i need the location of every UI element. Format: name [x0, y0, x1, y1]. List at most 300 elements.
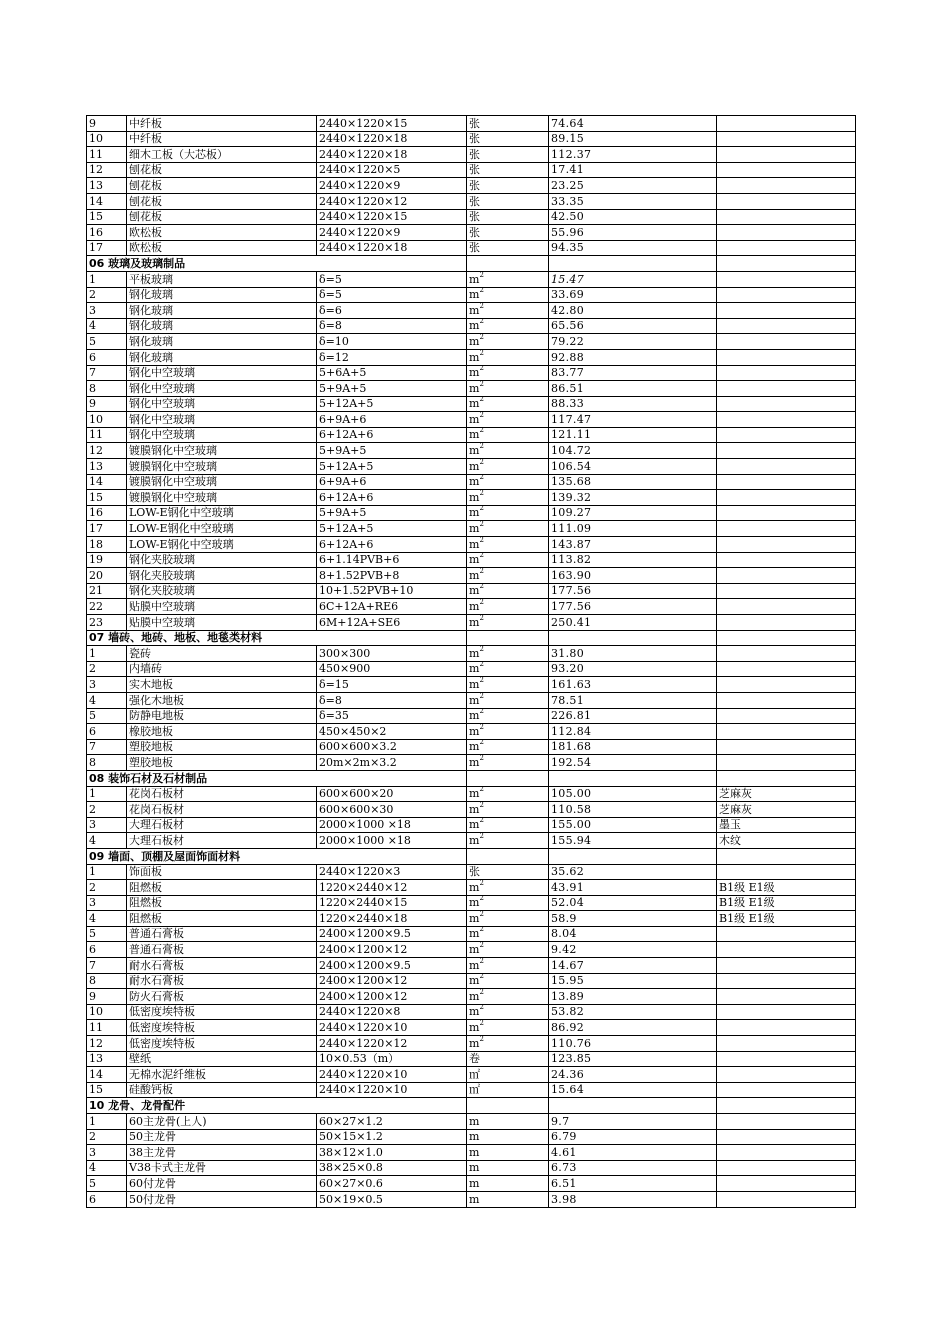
- material-name-cell: 镀膜钢化中空玻璃: [127, 490, 317, 506]
- material-name-cell: 瓷砖: [127, 646, 317, 662]
- price-cell: 88.33: [549, 396, 717, 412]
- spec-cell: 6C+12A+RE6: [317, 599, 467, 615]
- material-name-cell: 刨花板: [127, 178, 317, 194]
- table-row: [87, 318, 856, 334]
- spec-cell: 5+9A+5: [317, 443, 467, 459]
- table-row: [87, 381, 856, 397]
- table-row: [87, 583, 856, 599]
- unit-cell: m: [467, 1114, 549, 1130]
- table-row: [87, 1129, 856, 1145]
- price-cell: 250.41: [549, 615, 717, 631]
- unit-cell: $m^2$: [467, 942, 549, 958]
- item-number-cell: 14: [87, 193, 127, 209]
- spec-cell: 8+1.52PVB+8: [317, 568, 467, 584]
- note-cell: [717, 443, 856, 459]
- material-name-cell: 60主龙骨(上人): [127, 1114, 317, 1130]
- section-title: 10 龙骨、龙骨配件: [87, 1098, 467, 1114]
- table-row: [87, 708, 856, 724]
- spec-cell: δ=8: [317, 318, 467, 334]
- spec-cell: 2440×1220×10: [317, 1020, 467, 1036]
- price-cell: 111.09: [549, 521, 717, 537]
- price-cell: 78.51: [549, 692, 717, 708]
- note-cell: [717, 1145, 856, 1161]
- item-number-cell: 23: [87, 615, 127, 631]
- material-name-cell: 塑胶地板: [127, 739, 317, 755]
- item-number-cell: 6: [87, 942, 127, 958]
- note-cell: [717, 1020, 856, 1036]
- table-row: [87, 225, 856, 241]
- unit-cell: 张: [467, 131, 549, 147]
- empty-cell: [717, 256, 856, 272]
- material-name-cell: 钢化夹胶玻璃: [127, 583, 317, 599]
- material-name-cell: 钢化玻璃: [127, 287, 317, 303]
- material-name-cell: 无棉水泥纤维板: [127, 1067, 317, 1083]
- note-cell: [717, 1160, 856, 1176]
- price-cell: 6.79: [549, 1129, 717, 1145]
- unit-cell: $m^2$: [467, 661, 549, 677]
- table-row: [87, 1176, 856, 1192]
- spec-cell: 6+9A+6: [317, 412, 467, 428]
- table-row: [87, 1004, 856, 1020]
- price-cell: 135.68: [549, 474, 717, 490]
- note-cell: [717, 755, 856, 771]
- note-cell: [717, 864, 856, 880]
- material-name-cell: 内墙砖: [127, 661, 317, 677]
- empty-cell: [467, 848, 549, 864]
- item-number-cell: 14: [87, 1067, 127, 1083]
- unit-cell: $m^2$: [467, 911, 549, 927]
- price-cell: 6.51: [549, 1176, 717, 1192]
- price-cell: 17.41: [549, 162, 717, 178]
- price-cell: 112.37: [549, 147, 717, 163]
- table-row: [87, 661, 856, 677]
- table-row: [87, 193, 856, 209]
- spec-cell: 6+12A+6: [317, 537, 467, 553]
- item-number-cell: 5: [87, 708, 127, 724]
- note-cell: 芝麻灰: [717, 786, 856, 802]
- table-row: [87, 692, 856, 708]
- empty-cell: [467, 1098, 549, 1114]
- price-cell: 9.7: [549, 1114, 717, 1130]
- material-name-cell: LOW-E钢化中空玻璃: [127, 505, 317, 521]
- note-cell: [717, 973, 856, 989]
- note-cell: [717, 1176, 856, 1192]
- section-title: 07 墙砖、地砖、地板、地毯类材料: [87, 630, 467, 646]
- item-number-cell: 5: [87, 926, 127, 942]
- material-name-cell: 耐水石膏板: [127, 958, 317, 974]
- spec-cell: 5+6A+5: [317, 365, 467, 381]
- item-number-cell: 6: [87, 724, 127, 740]
- note-cell: [717, 318, 856, 334]
- price-cell: 110.76: [549, 1036, 717, 1052]
- material-name-cell: 强化木地板: [127, 692, 317, 708]
- price-cell: 155.94: [549, 833, 717, 849]
- item-number-cell: 20: [87, 568, 127, 584]
- material-name-cell: 阻燃板: [127, 895, 317, 911]
- unit-cell: $m^2$: [467, 1004, 549, 1020]
- price-cell: 35.62: [549, 864, 717, 880]
- price-cell: 43.91: [549, 880, 717, 896]
- item-number-cell: 12: [87, 162, 127, 178]
- material-name-cell: 钢化玻璃: [127, 303, 317, 319]
- material-name-cell: 刨花板: [127, 162, 317, 178]
- note-cell: 墨玉: [717, 817, 856, 833]
- unit-cell: $m^2$: [467, 692, 549, 708]
- item-number-cell: 8: [87, 755, 127, 771]
- spec-cell: 2000×1000 ×18: [317, 817, 467, 833]
- table-row: [87, 1036, 856, 1052]
- spec-cell: 450×450×2: [317, 724, 467, 740]
- note-cell: [717, 178, 856, 194]
- unit-cell: 张: [467, 162, 549, 178]
- price-cell: 192.54: [549, 755, 717, 771]
- spec-cell: δ=8: [317, 692, 467, 708]
- material-name-cell: 平板玻璃: [127, 271, 317, 287]
- item-number-cell: 4: [87, 911, 127, 927]
- unit-cell: ㎡: [467, 1067, 549, 1083]
- unit-cell: $m^2$: [467, 381, 549, 397]
- spec-cell: 300×300: [317, 646, 467, 662]
- table-row: [87, 147, 856, 163]
- table-row: [87, 1114, 856, 1130]
- unit-cell: $m^2$: [467, 708, 549, 724]
- note-cell: [717, 1004, 856, 1020]
- note-cell: [717, 1129, 856, 1145]
- item-number-cell: 10: [87, 131, 127, 147]
- price-cell: 23.25: [549, 178, 717, 194]
- material-name-cell: 花岗石板材: [127, 786, 317, 802]
- unit-cell: 张: [467, 209, 549, 225]
- note-cell: [717, 724, 856, 740]
- material-name-cell: 50主龙骨: [127, 1129, 317, 1145]
- unit-cell: 张: [467, 225, 549, 241]
- price-cell: 9.42: [549, 942, 717, 958]
- note-cell: [717, 490, 856, 506]
- table-row: [87, 1191, 856, 1207]
- price-cell: 177.56: [549, 583, 717, 599]
- price-table: [86, 115, 856, 1208]
- material-name-cell: 低密度埃特板: [127, 1036, 317, 1052]
- spec-cell: 6+12A+6: [317, 490, 467, 506]
- spec-cell: 2440×1220×15: [317, 209, 467, 225]
- spec-cell: 38×25×0.8: [317, 1160, 467, 1176]
- price-cell: 106.54: [549, 459, 717, 475]
- unit-cell: $m^2$: [467, 958, 549, 974]
- price-cell: 86.92: [549, 1020, 717, 1036]
- price-cell: 4.61: [549, 1145, 717, 1161]
- note-cell: [717, 942, 856, 958]
- unit-cell: 张: [467, 240, 549, 256]
- note-cell: [717, 1067, 856, 1083]
- note-cell: [717, 240, 856, 256]
- table-row: [87, 973, 856, 989]
- table-row: [87, 989, 856, 1005]
- material-name-cell: 低密度埃特板: [127, 1004, 317, 1020]
- note-cell: [717, 521, 856, 537]
- note-cell: B1级 E1级: [717, 911, 856, 927]
- unit-cell: ㎡: [467, 1082, 549, 1098]
- item-number-cell: 2: [87, 880, 127, 896]
- item-number-cell: 11: [87, 147, 127, 163]
- note-cell: [717, 349, 856, 365]
- spec-cell: 2440×1220×3: [317, 864, 467, 880]
- table-row: [87, 537, 856, 553]
- table-row: [87, 443, 856, 459]
- table-row: [87, 1067, 856, 1083]
- item-number-cell: 4: [87, 833, 127, 849]
- note-cell: B1级 E1级: [717, 895, 856, 911]
- price-cell: 110.58: [549, 802, 717, 818]
- material-name-cell: 刨花板: [127, 193, 317, 209]
- unit-cell: $m^2$: [467, 396, 549, 412]
- table-row: [87, 521, 856, 537]
- empty-cell: [467, 256, 549, 272]
- item-number-cell: 2: [87, 1129, 127, 1145]
- note-cell: [717, 677, 856, 693]
- price-cell: 181.68: [549, 739, 717, 755]
- unit-cell: $m^2$: [467, 334, 549, 350]
- price-cell: 104.72: [549, 443, 717, 459]
- item-number-cell: 22: [87, 599, 127, 615]
- item-number-cell: 9: [87, 116, 127, 132]
- price-cell: 15.64: [549, 1082, 717, 1098]
- spec-cell: 20m×2m×3.2: [317, 755, 467, 771]
- material-name-cell: 欧松板: [127, 240, 317, 256]
- item-number-cell: 17: [87, 521, 127, 537]
- spec-cell: 5+9A+5: [317, 505, 467, 521]
- spec-cell: 2440×1220×18: [317, 240, 467, 256]
- table-row: [87, 864, 856, 880]
- unit-cell: m: [467, 1145, 549, 1161]
- table-row: [87, 209, 856, 225]
- table-row: [87, 303, 856, 319]
- spec-cell: δ=6: [317, 303, 467, 319]
- price-cell: 58.9: [549, 911, 717, 927]
- material-name-cell: 镀膜钢化中空玻璃: [127, 443, 317, 459]
- table-row: [87, 880, 856, 896]
- material-name-cell: 贴膜中空玻璃: [127, 599, 317, 615]
- spec-cell: 5+12A+5: [317, 459, 467, 475]
- unit-cell: $m^2$: [467, 599, 549, 615]
- note-cell: [717, 708, 856, 724]
- unit-cell: 张: [467, 864, 549, 880]
- section-title: 09 墙面、顶棚及屋面饰面材料: [87, 848, 467, 864]
- spec-cell: 2000×1000 ×18: [317, 833, 467, 849]
- spec-cell: 6+1.14PVB+6: [317, 552, 467, 568]
- table-row: [87, 552, 856, 568]
- item-number-cell: 10: [87, 412, 127, 428]
- item-number-cell: 16: [87, 225, 127, 241]
- item-number-cell: 15: [87, 490, 127, 506]
- item-number-cell: 21: [87, 583, 127, 599]
- spec-cell: 6M+12A+SE6: [317, 615, 467, 631]
- price-cell: 42.80: [549, 303, 717, 319]
- unit-cell: $m^2$: [467, 474, 549, 490]
- note-cell: [717, 147, 856, 163]
- price-cell: 83.77: [549, 365, 717, 381]
- note-cell: [717, 474, 856, 490]
- price-cell: 24.36: [549, 1067, 717, 1083]
- table-row: [87, 459, 856, 475]
- table-row: [87, 958, 856, 974]
- unit-cell: $m^2$: [467, 287, 549, 303]
- unit-cell: 卷: [467, 1051, 549, 1067]
- note-cell: [717, 1114, 856, 1130]
- item-number-cell: 9: [87, 989, 127, 1005]
- spec-cell: 5+9A+5: [317, 381, 467, 397]
- unit-cell: $m^2$: [467, 505, 549, 521]
- item-number-cell: 9: [87, 396, 127, 412]
- note-cell: [717, 599, 856, 615]
- unit-cell: $m^2$: [467, 615, 549, 631]
- price-cell: 226.81: [549, 708, 717, 724]
- table-row: [87, 786, 856, 802]
- spec-cell: δ=5: [317, 287, 467, 303]
- table-row: [87, 615, 856, 631]
- spec-cell: δ=35: [317, 708, 467, 724]
- unit-cell: $m^2$: [467, 303, 549, 319]
- table-row: [87, 724, 856, 740]
- item-number-cell: 4: [87, 692, 127, 708]
- price-cell: 6.73: [549, 1160, 717, 1176]
- material-name-cell: 钢化中空玻璃: [127, 427, 317, 443]
- material-name-cell: 塑胶地板: [127, 755, 317, 771]
- note-cell: [717, 1036, 856, 1052]
- price-cell: 177.56: [549, 599, 717, 615]
- material-name-cell: V38卡式主龙骨: [127, 1160, 317, 1176]
- empty-cell: [467, 770, 549, 786]
- item-number-cell: 1: [87, 271, 127, 287]
- spec-cell: 2400×1200×9.5: [317, 958, 467, 974]
- table-row: [87, 942, 856, 958]
- table-row: [87, 646, 856, 662]
- material-name-cell: 镀膜钢化中空玻璃: [127, 459, 317, 475]
- spec-cell: 2440×1220×5: [317, 162, 467, 178]
- item-number-cell: 13: [87, 459, 127, 475]
- spec-cell: 600×600×20: [317, 786, 467, 802]
- unit-cell: $m^2$: [467, 1020, 549, 1036]
- item-number-cell: 17: [87, 240, 127, 256]
- spec-cell: 1220×2440×15: [317, 895, 467, 911]
- unit-cell: $m^2$: [467, 365, 549, 381]
- material-name-cell: 普通石膏板: [127, 942, 317, 958]
- table-row: [87, 802, 856, 818]
- price-cell: 65.56: [549, 318, 717, 334]
- unit-cell: $m^2$: [467, 739, 549, 755]
- note-cell: [717, 381, 856, 397]
- table-row: [87, 116, 856, 132]
- material-name-cell: 刨花板: [127, 209, 317, 225]
- note-cell: [717, 958, 856, 974]
- spec-cell: 5+12A+5: [317, 521, 467, 537]
- note-cell: [717, 989, 856, 1005]
- material-name-cell: 钢化玻璃: [127, 334, 317, 350]
- note-cell: [717, 1051, 856, 1067]
- note-cell: [717, 225, 856, 241]
- material-name-cell: 耐水石膏板: [127, 973, 317, 989]
- unit-cell: $m^2$: [467, 802, 549, 818]
- table-row: [87, 131, 856, 147]
- unit-cell: 张: [467, 147, 549, 163]
- price-cell: 3.98: [549, 1191, 717, 1207]
- section-header-row: [87, 630, 856, 646]
- spec-cell: 2440×1220×12: [317, 1036, 467, 1052]
- table-row: [87, 271, 856, 287]
- note-cell: [717, 1191, 856, 1207]
- item-number-cell: 8: [87, 381, 127, 397]
- empty-cell: [549, 1098, 717, 1114]
- item-number-cell: 5: [87, 334, 127, 350]
- item-number-cell: 11: [87, 1020, 127, 1036]
- unit-cell: $m^2$: [467, 443, 549, 459]
- note-cell: [717, 209, 856, 225]
- section-header-row: [87, 256, 856, 272]
- unit-cell: m: [467, 1160, 549, 1176]
- material-name-cell: 镀膜钢化中空玻璃: [127, 474, 317, 490]
- note-cell: [717, 537, 856, 553]
- material-name-cell: 钢化中空玻璃: [127, 381, 317, 397]
- price-cell: 79.22: [549, 334, 717, 350]
- note-cell: [717, 552, 856, 568]
- spec-cell: 2440×1220×18: [317, 131, 467, 147]
- table-row: [87, 1082, 856, 1098]
- price-table-body: [87, 116, 856, 1208]
- price-cell: 123.85: [549, 1051, 717, 1067]
- item-number-cell: 4: [87, 318, 127, 334]
- unit-cell: $m^2$: [467, 318, 549, 334]
- spec-cell: 2440×1220×15: [317, 116, 467, 132]
- spec-cell: 10+1.52PVB+10: [317, 583, 467, 599]
- note-cell: 芝麻灰: [717, 802, 856, 818]
- price-cell: 113.82: [549, 552, 717, 568]
- unit-cell: $m^2$: [467, 427, 549, 443]
- price-cell: 86.51: [549, 381, 717, 397]
- note-cell: [717, 661, 856, 677]
- item-number-cell: 14: [87, 474, 127, 490]
- note-cell: [717, 116, 856, 132]
- price-cell: 161.63: [549, 677, 717, 693]
- material-name-cell: 钢化玻璃: [127, 349, 317, 365]
- table-row: [87, 349, 856, 365]
- table-row: [87, 1051, 856, 1067]
- material-name-cell: LOW-E钢化中空玻璃: [127, 537, 317, 553]
- note-cell: [717, 459, 856, 475]
- item-number-cell: 1: [87, 646, 127, 662]
- material-name-cell: 防火石膏板: [127, 989, 317, 1005]
- note-cell: [717, 692, 856, 708]
- price-cell: 121.11: [549, 427, 717, 443]
- item-number-cell: 3: [87, 303, 127, 319]
- note-cell: [717, 412, 856, 428]
- item-number-cell: 1: [87, 786, 127, 802]
- item-number-cell: 3: [87, 895, 127, 911]
- material-name-cell: 钢化夹胶玻璃: [127, 568, 317, 584]
- unit-cell: $m^2$: [467, 833, 549, 849]
- spec-cell: 450×900: [317, 661, 467, 677]
- material-name-cell: LOW-E钢化中空玻璃: [127, 521, 317, 537]
- item-number-cell: 4: [87, 1160, 127, 1176]
- spec-cell: 10×0.53（m）: [317, 1051, 467, 1067]
- price-cell: 42.50: [549, 209, 717, 225]
- table-row: [87, 178, 856, 194]
- material-name-cell: 中纤板: [127, 131, 317, 147]
- note-cell: [717, 334, 856, 350]
- spec-cell: 2400×1200×9.5: [317, 926, 467, 942]
- material-name-cell: 饰面板: [127, 864, 317, 880]
- table-row: [87, 817, 856, 833]
- price-cell: 94.35: [549, 240, 717, 256]
- material-name-cell: 大理石板材: [127, 817, 317, 833]
